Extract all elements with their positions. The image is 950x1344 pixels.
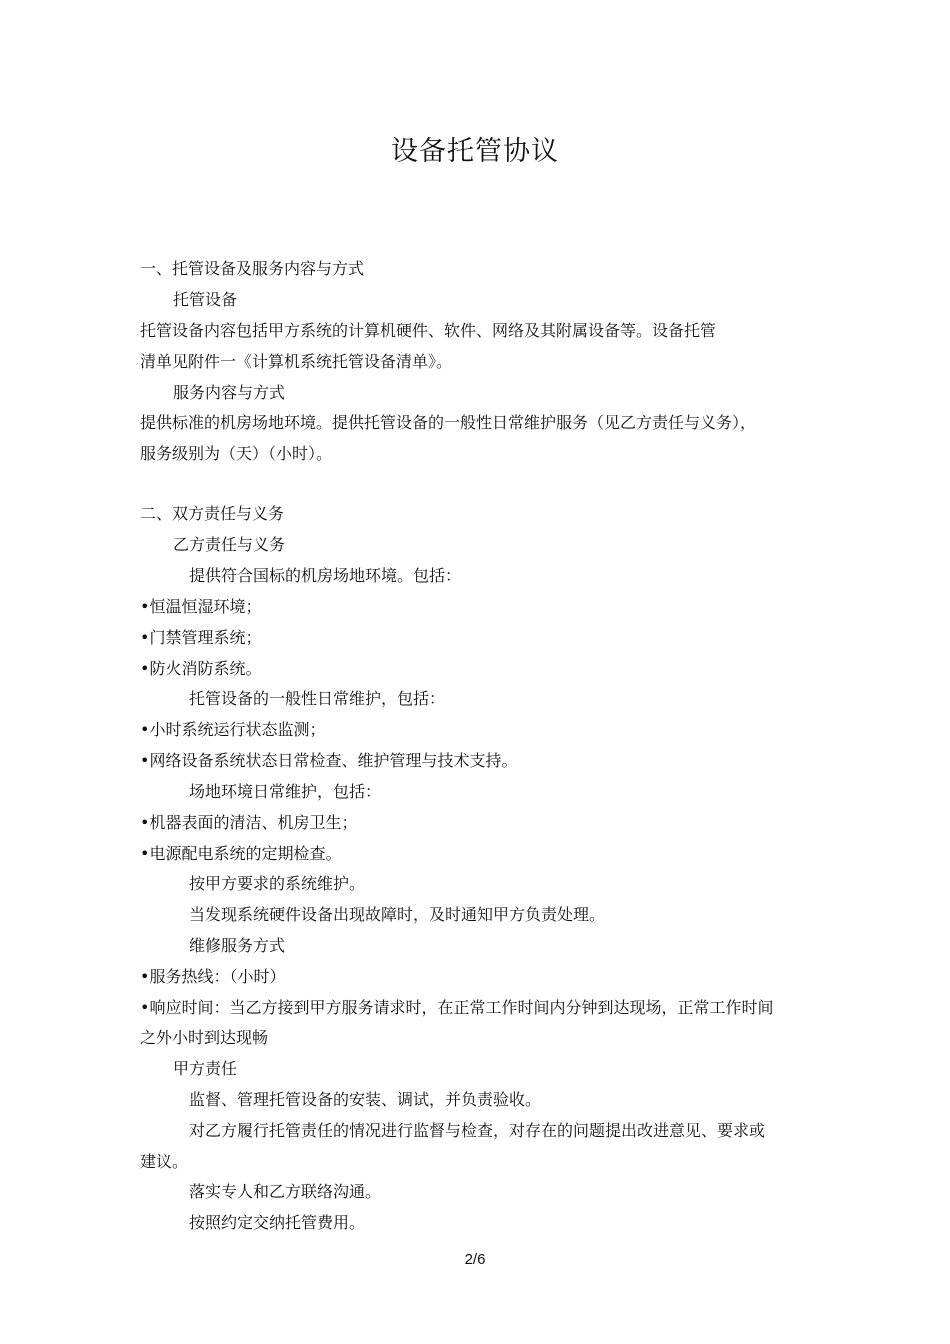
paragraph-line: 按照约定交纳托管费用。 <box>189 1213 366 1232</box>
list-item: •网络设备系统状态日常检查、维护管理与技术支持。 <box>140 751 518 770</box>
paragraph-line: 清单见附件一《计算机系统托管设备清单》。 <box>140 352 453 371</box>
section-heading-1: 一、托管设备及服务内容与方式 <box>140 259 365 278</box>
list-item: •响应时间：当乙方接到甲方服务请求时，在正常工作时间内分钟到达现场，正常工作时间 <box>140 998 774 1017</box>
paragraph-line: 对乙方履行托管责任的情况进行监督与检查，对存在的问题提出改进意见、要求或 <box>189 1121 766 1140</box>
list-item: •防火消防系统。 <box>140 659 262 678</box>
paragraph-line: 之外小时到达现畅 <box>140 1028 269 1047</box>
list-item: •门禁管理系统； <box>140 628 262 647</box>
paragraph-line: 维修服务方式 <box>189 936 286 955</box>
list-item: •机器表面的清洁、机房卫生； <box>140 813 358 832</box>
page-number: 2/6 <box>464 1251 486 1268</box>
list-item: •电源配电系统的定期检查。 <box>140 844 342 863</box>
subheading-party-b: 乙方责任与义务 <box>173 535 286 554</box>
paragraph-line: 当发现系统硬件设备出现故障时，及时通知甲方负责处理。 <box>189 905 606 924</box>
document-title: 设备托管协议 <box>391 136 559 167</box>
list-item: •服务热线：（小时） <box>140 967 286 986</box>
paragraph-line: 场地环境日常维护，包括： <box>189 782 382 801</box>
paragraph-line: 监督、管理托管设备的安装、调试，并负责验收。 <box>189 1090 542 1109</box>
paragraph-line: 落实专人和乙方联络沟通。 <box>189 1182 382 1201</box>
list-item: •恒温恒湿环境； <box>140 597 262 616</box>
paragraph-line: 建议。 <box>140 1152 189 1171</box>
paragraph-line: 提供符合国标的机房场地环境。包括： <box>189 566 462 585</box>
paragraph-line: 服务级别为（天）（小时）。 <box>140 444 333 463</box>
list-item: •小时系统运行状态监测； <box>140 720 326 739</box>
section-heading-2: 二、双方责任与义务 <box>140 504 285 523</box>
subheading-party-a: 甲方责任 <box>173 1059 238 1078</box>
paragraph-line: 托管设备的一般性日常维护，包括： <box>189 689 446 708</box>
paragraph-line: 提供标准的机房场地环境。提供托管设备的一般性日常维护服务（见乙方责任与义务）， <box>140 413 757 432</box>
subheading-service: 服务内容与方式 <box>173 383 286 402</box>
paragraph-line: 托管设备内容包括甲方系统的计算机硬件、软件、网络及其附属设备等。设备托管 <box>140 321 717 340</box>
paragraph-line: 按甲方要求的系统维护。 <box>189 874 366 893</box>
subheading-hosted-devices: 托管设备 <box>173 290 238 309</box>
